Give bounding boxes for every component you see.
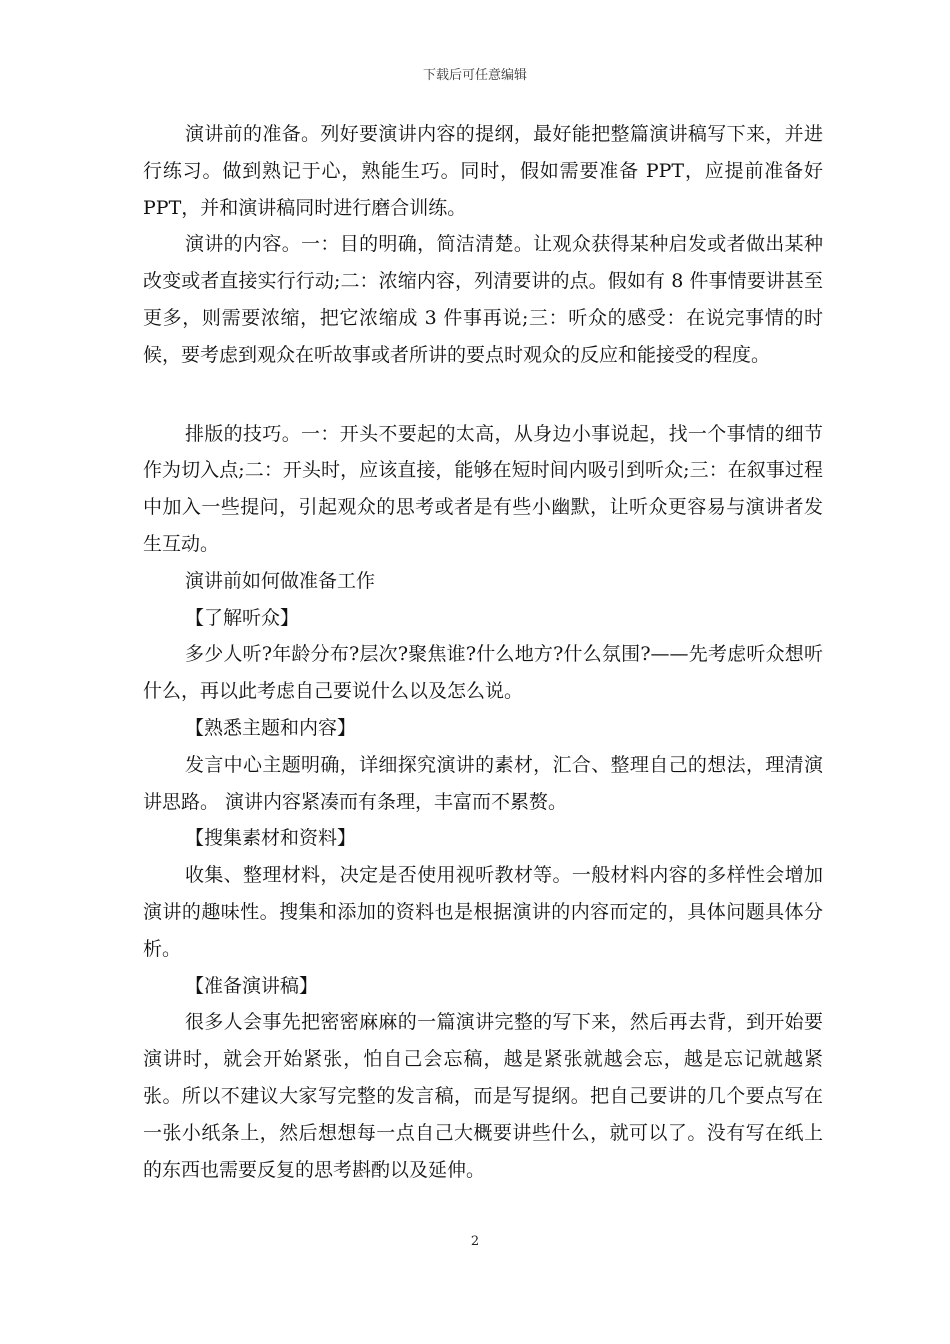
paragraph-know-audience: 多少人听?年龄分布?层次?聚焦谁?什么地方?什么氛围?——先考虑听众想听什么，再以此考虑自己要说什么以及怎么说。	[143, 643, 823, 703]
page-header: 下载后可任意编辑	[422, 68, 527, 83]
blank-line	[143, 374, 823, 416]
paragraph-collect-material: 收集、整理材料，决定是否使用视听教材等。一般材料内容的多样性会增加演讲的趣味性。搜集和添加的资料也是根据演讲的内容而定的，具体问题具体分析。	[143, 864, 823, 960]
document-body	[143, 116, 823, 1188]
subheading-familiar-topic: 【熟悉主题和内容】	[185, 716, 357, 739]
section-heading: 演讲前如何做准备工作	[185, 569, 376, 592]
paragraph-familiar-topic: 发言中心主题明确，详细探究演讲的素材，汇合、整理自己的想法，理清演讲思路。 演讲内容紧凑而有条理，丰富而不累赘。	[143, 753, 823, 813]
page-number: 2	[470, 1234, 480, 1249]
paragraph-prepare-script: 很多人会事先把密密麻麻的一篇演讲完整的写下来，然后再去背，到开始要演讲时，就会开始紧张，怕自己会忘稿，越是紧张就越会忘，越是忘记就越紧张。所以不建议大家写完整的发言稿，而是写提纲。把自己要讲的几个要点写在一张小纸条上，然后想想每一点自己大概要讲些什么，就可以了。没有写在纸上的东西也需要反复的思考斟酌以及延伸。	[143, 1011, 823, 1181]
paragraph-content: 演讲的内容。一：目的明确，简洁清楚。让观众获得某种启发或者做出某种改变或者直接实行行动;二：浓缩内容，列清要讲的点。假如有 8 件事情要讲甚至更多，则需要浓缩，把它浓缩成 3 件事再说;三：听众的感受：在说完事情的时候，要考虑到观众在听故事或者所讲的要点时观众的反应和能接受的程度。	[143, 233, 823, 366]
paragraph-preparation: 演讲前的准备。列好要演讲内容的提纲，最好能把整篇演讲稿写下来，并进行练习。做到熟记于心，熟能生巧。同时，假如需要准备 PPT，应提前准备好 PPT，并和演讲稿同时进行磨合训练。	[143, 123, 823, 219]
subheading-prepare-script: 【准备演讲稿】	[185, 974, 319, 997]
subheading-know-audience: 【了解听众】	[185, 606, 300, 629]
subheading-collect-material: 【搜集素材和资料】	[185, 827, 357, 850]
paragraph-layout-tips: 排版的技巧。一：开头不要起的太高，从身边小事说起，找一个事情的细节作为切入点;二：开头时，应该直接，能够在短时间内吸引到听众;三：在叙事过程中加入一些提问，引起观众的思考或者是有些小幽默，让听众更容易与演讲者发生互动。	[143, 422, 823, 555]
